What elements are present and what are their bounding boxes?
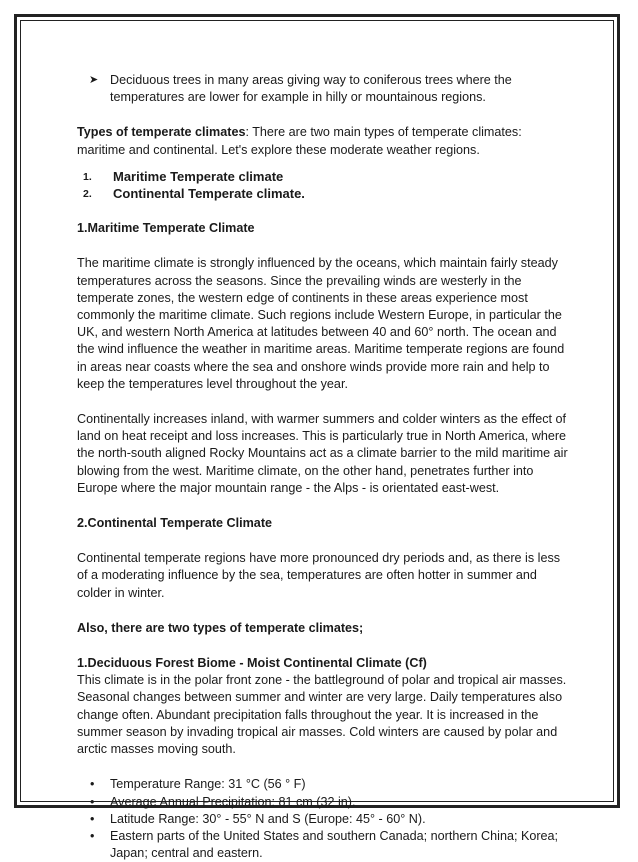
- intro-bullet-text: Deciduous trees in many areas giving way to coniferous trees where the temperatures are lower for example in hilly or mountainous regions.: [110, 73, 512, 105]
- also-heading: Also, there are two types of temperate climates;: [77, 620, 364, 635]
- types-label: Types of temperate climates: [77, 125, 246, 140]
- list-label: Maritime Temperate climate: [113, 168, 284, 184]
- list-item: [77, 811, 573, 828]
- list-item: [77, 776, 573, 793]
- maritime-paragraph-2: Continentally increases inland, with warmer summers and colder winters as the effect of land on heat receipt and loss increases. This is particularly true in North America, where the north-south aligned Rocky Mountains act as a climate barrier to the mild maritime air blowing from the west. Maritime climate, on the other hand, penetrates further into Europe where the major mountain range - the Alps - is orientated east-west.: [77, 412, 568, 495]
- deciduous-paragraph: This climate is in the polar front zone - the battleground of polar and tropical air masses. Seasonal changes between summer and winter are very large. Daily temperatures also change often. Abundant precipitation falls throughout the year. It is increased in the summer season by invading tropical air masses. Cold winters are caused by polar and arctic masses moving south.: [77, 673, 567, 757]
- list-label: Continental Temperate climate.: [113, 186, 305, 202]
- types-paragraph: [77, 124, 573, 158]
- intro-bullet: [77, 72, 573, 106]
- types-text: : There are two main types of temperate climates: maritime and continental. Let's explore these moderate weather regions.: [77, 125, 522, 157]
- list-item: [77, 794, 573, 811]
- bullet-text: Eastern parts of the United States and southern Canada; northern China; Korea; Japan; central and eastern.: [110, 828, 559, 861]
- list-number: 1.: [83, 170, 92, 183]
- bullet-dot-icon: •: [90, 811, 95, 826]
- bullet-text: Temperature Range: 31 °C (56 ° F): [110, 777, 306, 792]
- bullet-dot-icon: •: [90, 777, 95, 792]
- types-list-item-2: [77, 185, 573, 202]
- bullet-text: Average Annual Precipitation: 81 cm (32 in).: [110, 794, 356, 809]
- bullet-text: Latitude Range: 30° - 55° N and S (Europe: 45° - 60° N).: [110, 811, 426, 826]
- maritime-paragraph-1: The maritime climate is strongly influenced by the oceans, which maintain fairly steady temperatures across the seasons. Since the prevailing winds are westerly in the temperate zones, the western edge of continents in these areas experience most commonly the maritime climate. Such regions include Western Europe, in particular the UK, and western North America at latitudes between 40 and 60° north. The ocean and the wind influence the weather in maritime areas. Maritime temperate regions are found in areas near coasts where the sea and onshore winds provide more rain and help to keep the temperatures level throughout the year.: [77, 256, 565, 391]
- document-page: [77, 72, 573, 862]
- bullet-dot-icon: •: [90, 794, 95, 809]
- maritime-heading: 1.Maritime Temperate Climate: [77, 221, 255, 236]
- list-number: 2.: [83, 188, 92, 201]
- types-list-item-1: [77, 168, 573, 185]
- continental-heading: 2.Continental Temperate Climate: [77, 516, 273, 531]
- list-item: [77, 828, 573, 862]
- continental-paragraph: Continental temperate regions have more pronounced dry periods and, as there is less of a moderating influence by the sea, temperatures are often hotter in summer and colder in winter.: [77, 551, 561, 600]
- deciduous-heading: 1.Deciduous Forest Biome - Moist Continental Climate (Cf): [77, 656, 427, 671]
- bullet-dot-icon: •: [90, 828, 95, 843]
- arrow-bullet-icon: ➤: [89, 74, 99, 86]
